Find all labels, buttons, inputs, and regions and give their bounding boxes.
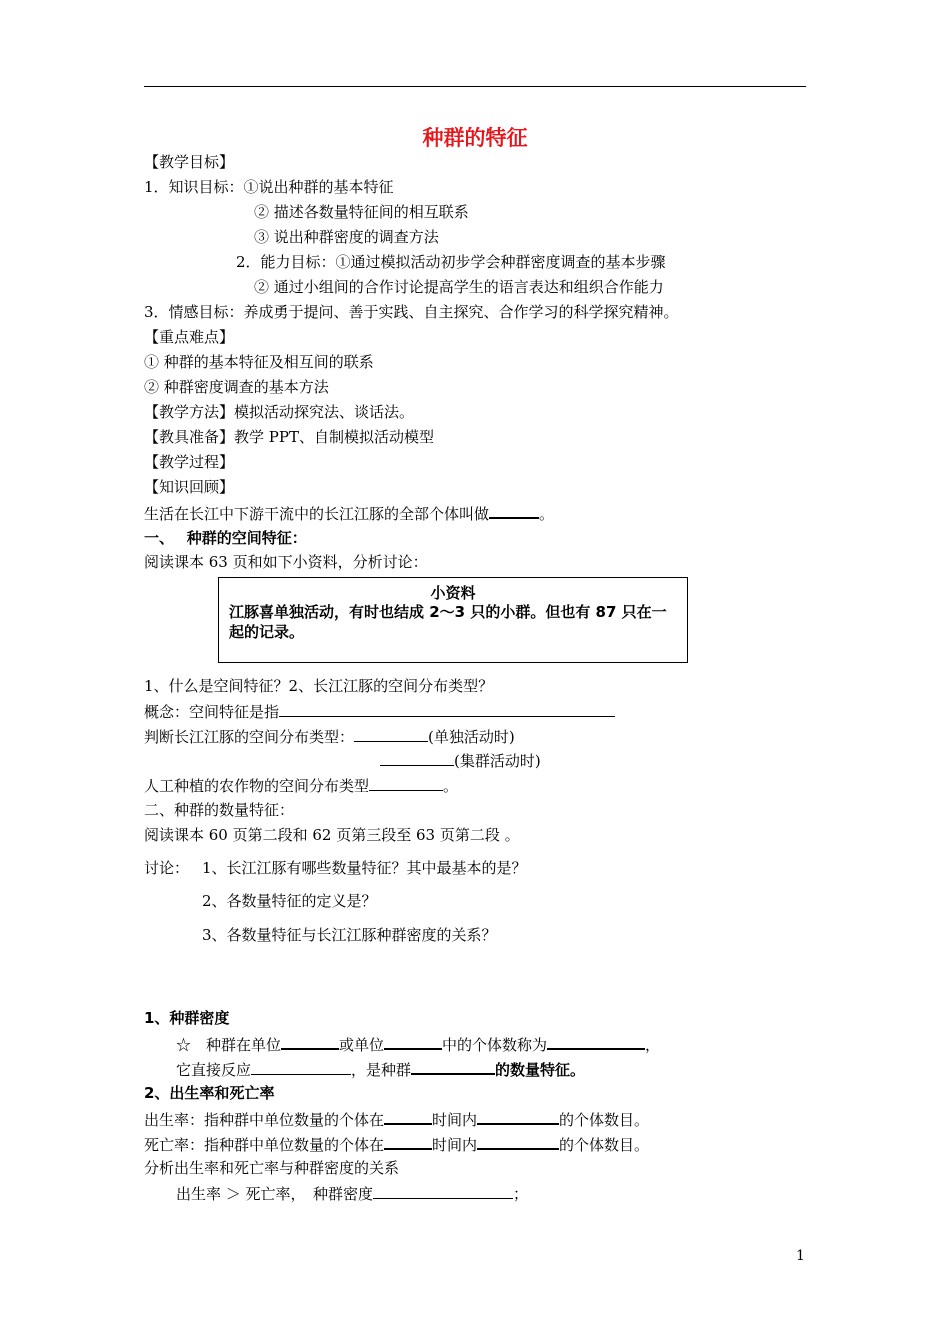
birth-rate-line: 出生率：指种群中单位数量的个体在 时间内 的个体数目。 xyxy=(144,1108,649,1128)
teaching-method: 【教学方法】模拟活动探究法、谈话法。 xyxy=(144,403,415,421)
discussion-2: 2、各数量特征的定义是？ xyxy=(202,892,377,910)
section-spatial-heading: 一、 种群的空间特征： xyxy=(144,529,307,547)
page-title: 种群的特征 xyxy=(422,126,528,150)
density-definition: ☆ 种群在单位 或单位 中的个体数称为 ， xyxy=(176,1033,660,1053)
judge-blank-group[interactable] xyxy=(380,750,454,766)
density-reflection: 它直接反应 ，是种群 的数量特征。 xyxy=(176,1058,585,1078)
density-blank-4[interactable] xyxy=(251,1059,351,1075)
info-box-body: 江豚喜单独活动，有时也结成 2～3 只的小群。但也有 87 只在一起的记录。 xyxy=(229,603,667,641)
judge-line-2: (集群活动时) xyxy=(380,750,541,770)
key-point-1: ① 种群的基本特征及相互间的联系 xyxy=(144,353,374,371)
teaching-tools: 【教具准备】教学 PPT、自制模拟活动模型 xyxy=(144,428,434,446)
goal-ability: 2．能力目标：①通过模拟活动初步学会种群密度调查的基本步骤 xyxy=(236,253,666,271)
discussion-1: 1、长江江豚有哪些数量特征？其中最基本的是？ xyxy=(202,859,527,877)
header-rule xyxy=(144,86,806,87)
goal-ability-2: ② 通过小组间的合作讨论提高学生的语言表达和组织合作能力 xyxy=(254,278,664,296)
info-box xyxy=(218,577,688,663)
spatial-reading: 阅读课本 63 页和如下小资料，分析讨论： xyxy=(144,553,428,571)
section-process: 【教学过程】 xyxy=(144,453,235,471)
density-blank-3[interactable] xyxy=(547,1033,645,1050)
concept-blank[interactable] xyxy=(279,701,615,717)
density-blank-1[interactable] xyxy=(281,1033,339,1050)
section-goals: 【教学目标】 xyxy=(144,153,235,171)
section-key-points: 【重点难点】 xyxy=(144,328,235,346)
goal-knowledge-2: ② 描述各数量特征间的相互联系 xyxy=(254,203,469,221)
heading-population-density: 1、种群密度 xyxy=(144,1009,230,1027)
crop-blank[interactable] xyxy=(369,775,443,791)
spatial-questions: 1、什么是空间特征？2、长江江豚的空间分布类型？ xyxy=(144,677,494,695)
heading-birth-death-rate: 2、出生率和死亡率 xyxy=(144,1084,275,1102)
judge-line: 判断长江江豚的空间分布类型： (单独活动时) xyxy=(144,728,515,746)
crop-line: 人工种植的农作物的空间分布类型 。 xyxy=(144,777,459,795)
review-blank[interactable] xyxy=(489,502,539,519)
density-blank-5[interactable] xyxy=(411,1058,495,1075)
death-blank-1[interactable] xyxy=(384,1133,432,1150)
goal-knowledge-3: ③ 说出种群密度的调查方法 xyxy=(254,228,439,246)
judge-blank-single[interactable] xyxy=(354,726,428,742)
section-quantity-heading: 二、种群的数量特征： xyxy=(144,801,295,819)
discussion-label: 讨论： xyxy=(144,859,190,877)
goal-knowledge: 1．知识目标：①说出种群的基本特征 xyxy=(144,178,394,196)
concept-line: 概念：空间特征是指 xyxy=(144,701,615,721)
comparison-line: 出生率 ＞ 死亡率， 种群密度 ； xyxy=(176,1185,529,1203)
death-blank-2[interactable] xyxy=(477,1133,559,1150)
section-review: 【知识回顾】 xyxy=(144,478,235,496)
review-question: 生活在长江中下游干流中的长江江豚的全部个体叫做 。 xyxy=(144,502,554,522)
key-point-2: ② 种群密度调查的基本方法 xyxy=(144,378,329,396)
birth-blank-2[interactable] xyxy=(477,1108,559,1125)
quantity-reading: 阅读课本 60 页第二段和 62 页第三段至 63 页第二段 。 xyxy=(144,826,520,844)
discussion-3: 3、各数量特征与长江江豚种群密度的关系？ xyxy=(202,926,497,944)
info-box-title: 小资料 xyxy=(430,584,476,602)
comparison-blank[interactable] xyxy=(373,1183,513,1199)
density-blank-2[interactable] xyxy=(384,1033,442,1050)
analysis-line: 分析出生率和死亡率与种群密度的关系 xyxy=(144,1159,400,1177)
page-number: 1 xyxy=(796,1248,805,1264)
death-rate-line: 死亡率：指种群中单位数量的个体在 时间内 的个体数目。 xyxy=(144,1133,649,1153)
birth-blank-1[interactable] xyxy=(384,1108,432,1125)
goal-emotion: 3．情感目标：养成勇于提问、善于实践、自主探究、合作学习的科学探究精神。 xyxy=(144,303,679,321)
